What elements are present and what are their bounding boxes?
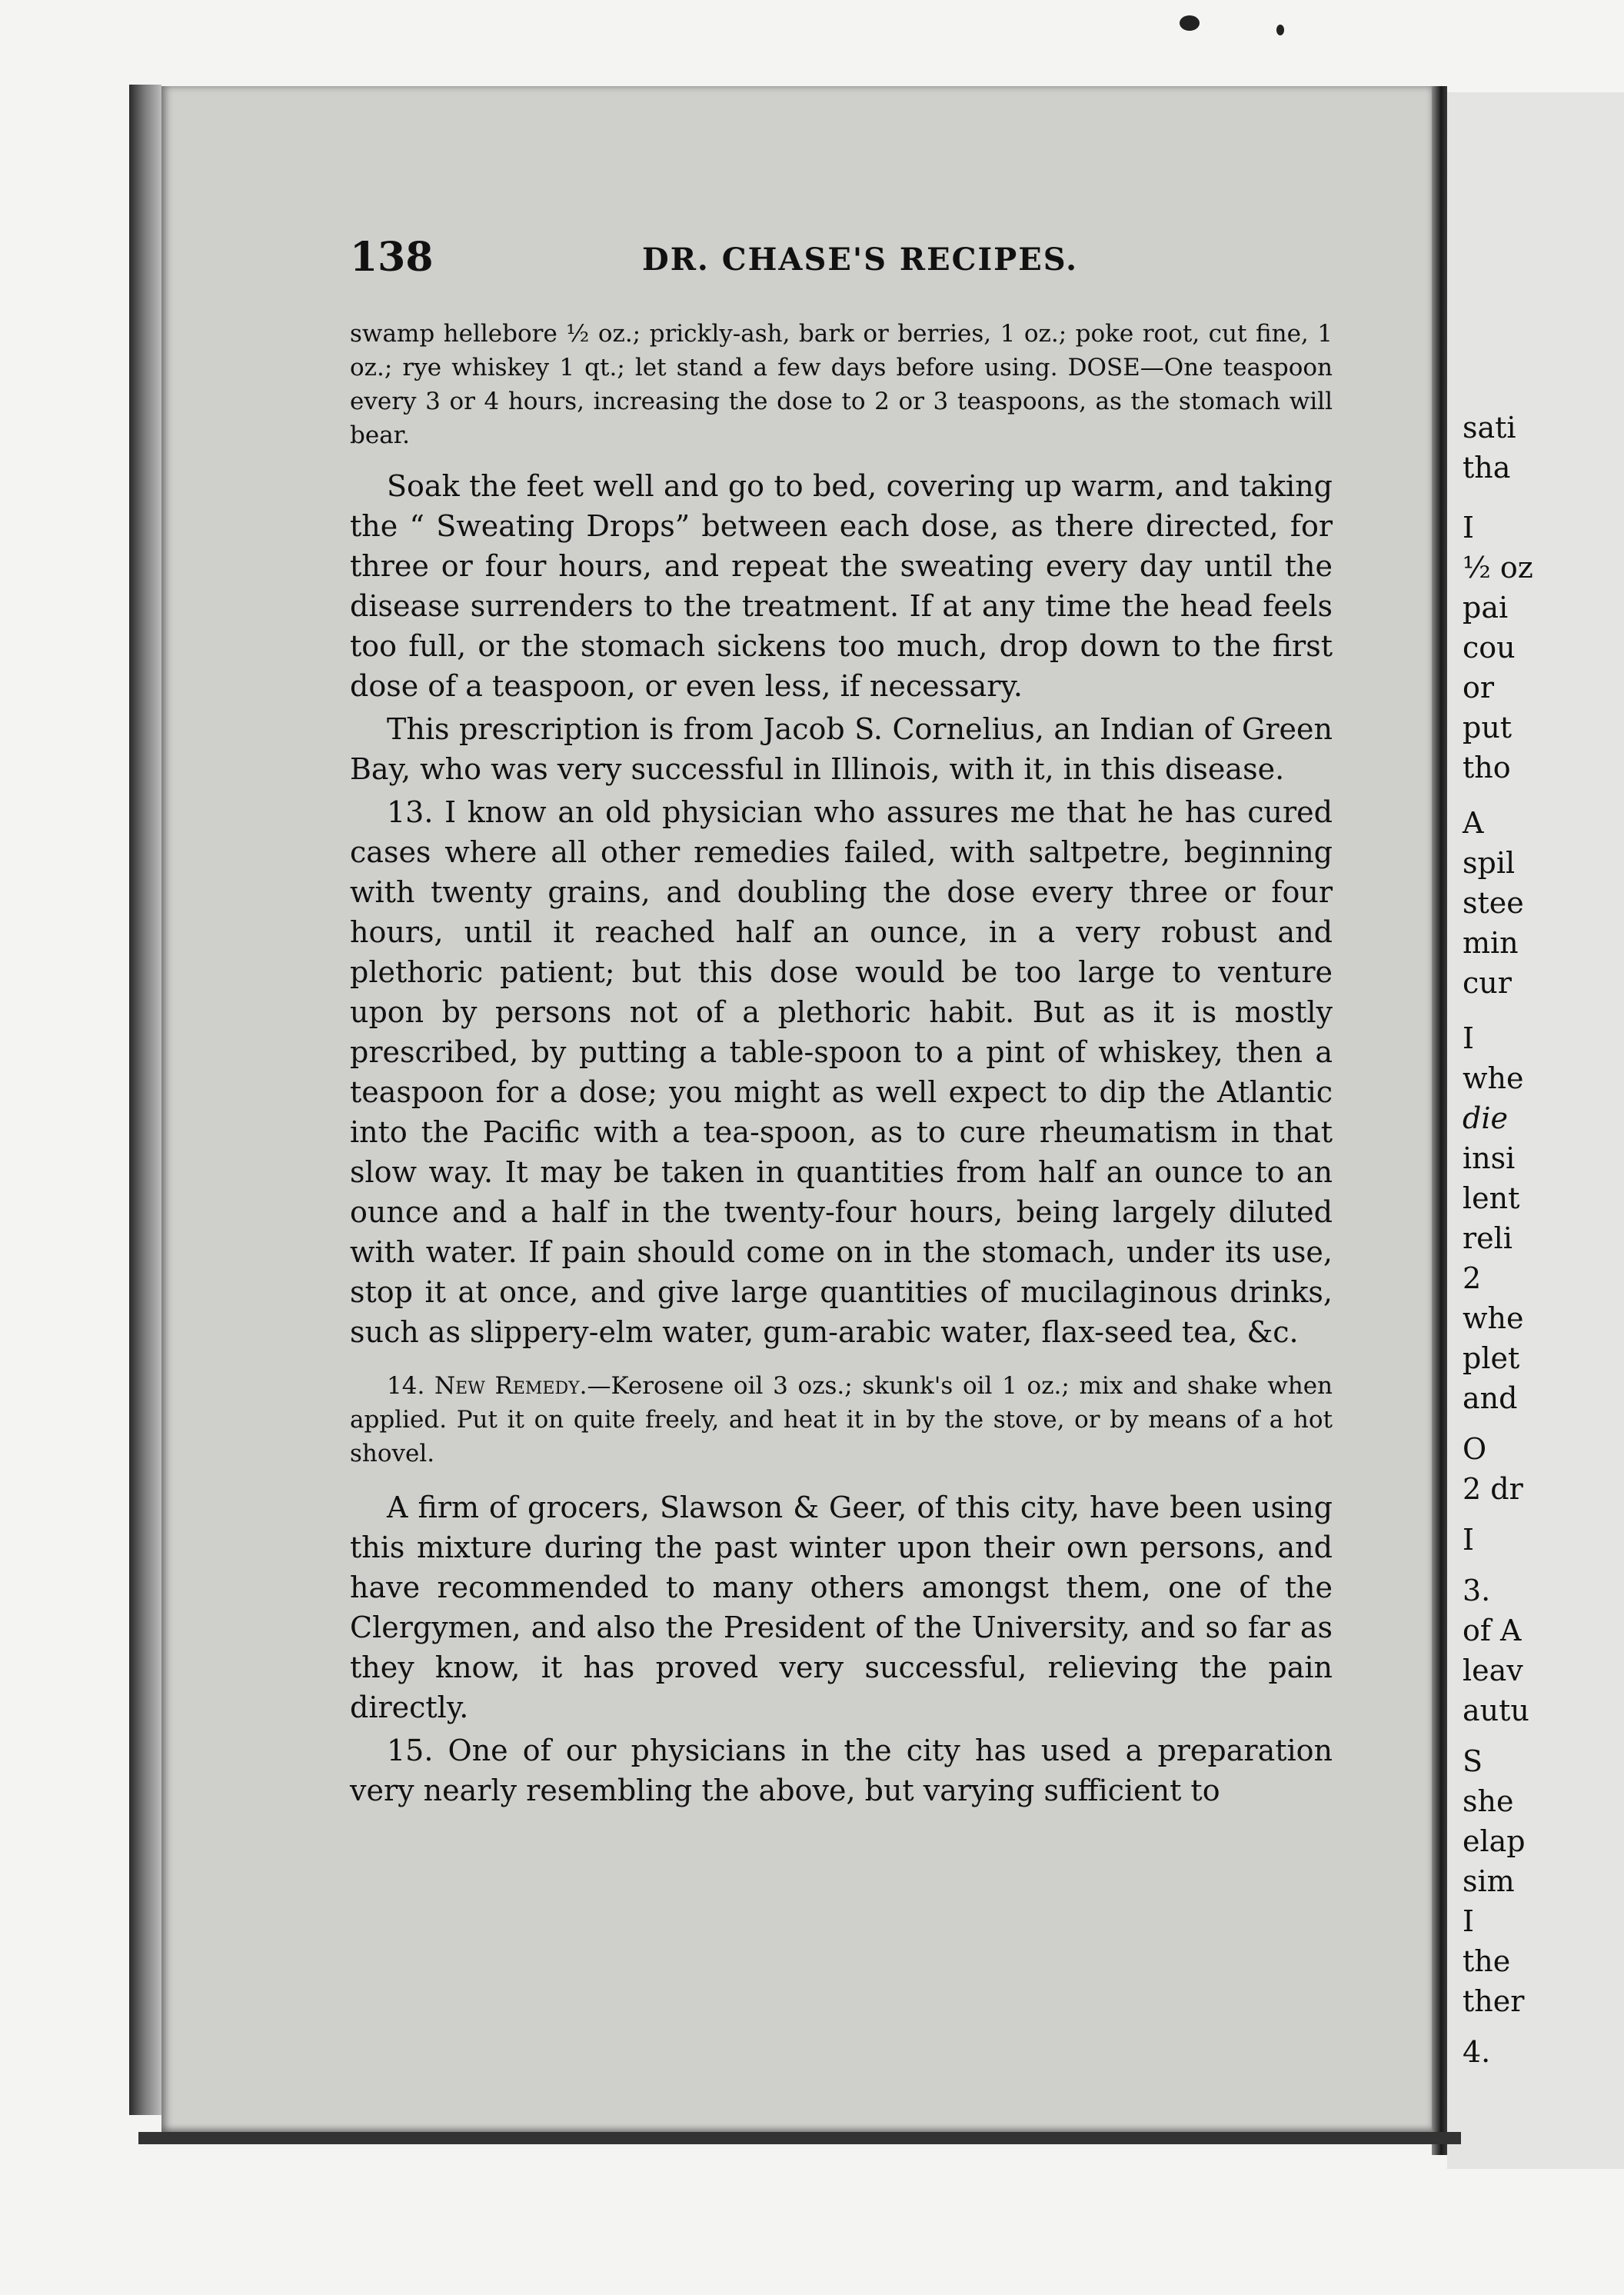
facing-line: sim [1463,1864,1515,1898]
recipe-14-title: New Remedy. [434,1372,587,1400]
facing-line: min [1463,926,1519,960]
facing-line: of A [1463,1614,1522,1647]
facing-line: 2 dr [1463,1472,1523,1506]
facing-line: autu [1463,1694,1529,1727]
facing-line: leav [1463,1654,1523,1687]
paragraph: A firm of grocers, Slawson & Geer, of this city, have been using this mixture during the past winter upon their own persons, and have recommended to many others amongst them, one of the Clergymen, and also the President of the University, and so far as they know, it has proved very successful, relieving the pain directly. [350,1491,1333,1724]
facing-page-text [1463,408,1624,2072]
facing-line: or [1463,671,1495,704]
facing-line: she [1463,1784,1514,1818]
facing-line: S [1463,1744,1483,1778]
facing-line: A [1463,806,1484,840]
facing-line: the [1463,1944,1511,1978]
facing-line: 4. [1463,2035,1491,2069]
running-head: DR. CHASE'S RECIPES. [642,241,1079,278]
facing-line: cou [1463,631,1516,665]
facing-line: O [1463,1432,1487,1466]
facing-line: 3. [1463,1574,1491,1607]
recipe-14-text: —Kerosene oil 3 ozs.; skunk's oil 1 oz.; mix and shake when applied. Put it on quite freely, and heat it in by the stove, or by means of a hot shovel. [350,1372,1333,1467]
facing-line: elap [1463,1824,1526,1858]
facing-line: I [1463,1523,1475,1557]
paragraph: This prescription is from Jacob S. Cornelius, an Indian of Green Bay, who was very successful in Illinois, with it, in this disease. [350,712,1333,786]
facing-line: insi [1463,1141,1516,1175]
recipe-14-number: 14. [387,1372,425,1400]
facing-line: spil [1463,846,1516,880]
facing-line: I [1463,1021,1475,1055]
page-gutter [1432,86,1447,2155]
paragraph-15: 15. One of our physicians in the city has used a preparation very nearly resembling the above, but varying sufficient to [350,1734,1333,1807]
facing-line: I [1463,511,1475,545]
facing-line: tho [1463,751,1511,784]
facing-line: tha [1463,451,1511,485]
recipe-14 [350,1369,1333,1471]
facing-page-edge [1447,92,1624,2169]
facing-line: cur [1463,966,1512,1000]
facing-line: 2 [1463,1261,1482,1295]
facing-line: die [1463,1101,1508,1135]
facing-line: reli [1463,1221,1513,1255]
ink-speck [1180,15,1200,31]
facing-line: and [1463,1381,1518,1415]
facing-line: whe [1463,1301,1524,1335]
facing-line: put [1463,711,1513,744]
facing-line: sati [1463,411,1516,445]
page-number: 138 [350,234,434,281]
facing-line: whe [1463,1061,1524,1095]
paragraph: Soak the feet well and go to bed, covering up warm, and taking the “ Sweating Drops” between each dose, as there directed, for three or four hours, and repeat the sweating every day until the disease surrenders to the treatment. If at any time the head feels too full, or the stomach sickens too much, drop down to the first dose of a teaspoon, or even less, if necessary. [350,469,1333,703]
paragraph-13: 13. I know an old physician who assures me that he has cured cases where all other remedies failed, with saltpetre, beginning with twenty grains, and doubling the dose every three or four hours, until it reached half an ounce, in a very robust and plethoric patient; but this dose would be too large to venture upon by persons not of a plethoric habit. But as it is mostly prescribed, by putting a table-spoon to a pint of whiskey, then a teaspoon for a dose; you might as well expect to dip the Atlantic into the Pacific with a tea-spoon, as to cure rheumatism in that slow way. It may be taken in quantities from half an ounce to an ounce and a half in the twenty-four hours, being largely diluted with water. If pain should come on in the stomach, under its use, stop it at once, and give large quantities of mucilaginous drinks, such as slippery-elm water, gum-arabic water, flax-seed tea, &c. [350,795,1333,1349]
facing-line: ½ oz [1463,551,1533,585]
page-header [350,234,1334,295]
page-body [350,317,1333,1810]
recipe-continuation: swamp hellebore ½ oz.; prickly-ash, bark or berries, 1 oz.; poke root, cut fine, 1 oz.; rye whiskey 1 qt.; let stand a few days before using. DOSE—One teaspoon every 3 or 4 hours, increasing the dose to 2 or 3 teaspoons, as the stomach will bear. [350,320,1333,449]
facing-line: lent [1463,1181,1520,1215]
facing-line: pai [1463,591,1509,625]
facing-line: I [1463,1904,1475,1938]
facing-line: stee [1463,886,1524,920]
ink-speck [1276,25,1284,35]
left-binding-edge [129,85,161,2115]
facing-line: plet [1463,1341,1520,1375]
facing-line: ther [1463,1984,1525,2018]
bottom-binding-edge [138,2132,1461,2144]
